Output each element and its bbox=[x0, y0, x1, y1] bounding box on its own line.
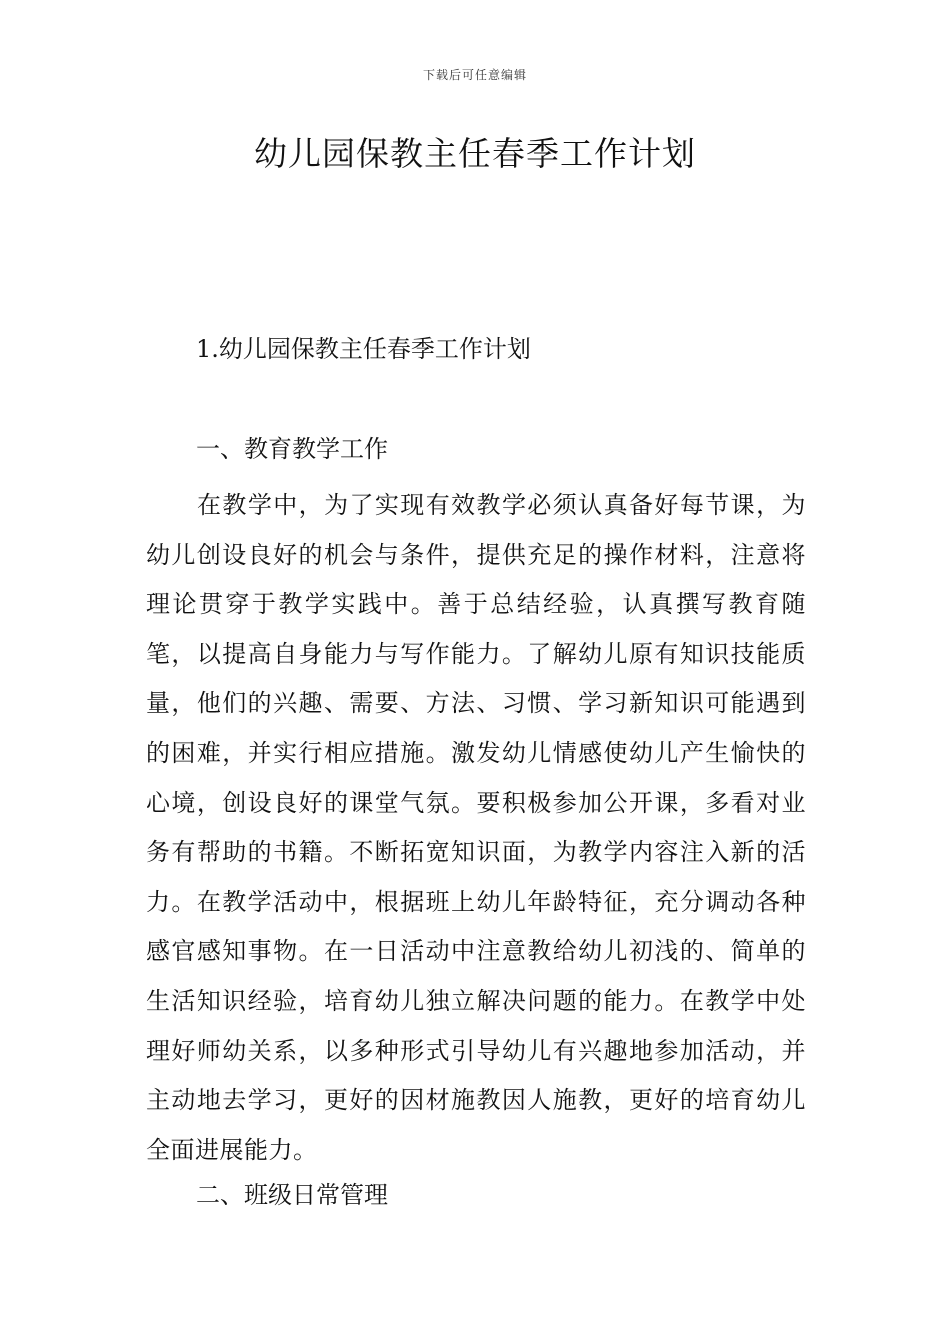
section-paragraph-education: 在教学中，为了实现有效教学必须认真备好每节课，为幼儿创设良好的机会与条件，提供充足的操作材料，注意将理论贯穿于教学实践中。善于总结经验，认真撰写教育随笔，以提高自身能力与写作能力。了解幼儿原有知识技能质量，他们的兴趣、需要、方法、习惯、学习新知识可能遇到的困难，并实行相应措施。激发幼儿情感使幼儿产生愉快的心境，创设良好的课堂气氛。要积极参加公开课，多看对业务有帮助的书籍。不断拓宽知识面，为教学内容注入新的活力。在教学活动中，根据班上幼儿年龄特征，充分调动各种感官感知事物。在一日活动中注意教给幼儿初浅的、简单的生活知识经验，培育幼儿独立解决问题的能力。在教学中处理好师幼关系，以多种形式引导幼儿有兴趣地参加活动，并主动地去学习，更好的因材施教因人施教，更好的培育幼儿全面进展能力。 bbox=[146, 491, 806, 1164]
item-heading: 1.幼儿园保教主任春季工作计划 bbox=[196, 335, 531, 363]
document-title: 幼儿园保教主任春季工作计划 bbox=[254, 134, 696, 173]
header-note: 下载后可任意编辑 bbox=[422, 68, 527, 82]
section-heading-class-management: 二、班级日常管理 bbox=[196, 1181, 388, 1209]
section-heading-education: 一、教育教学工作 bbox=[196, 435, 388, 463]
